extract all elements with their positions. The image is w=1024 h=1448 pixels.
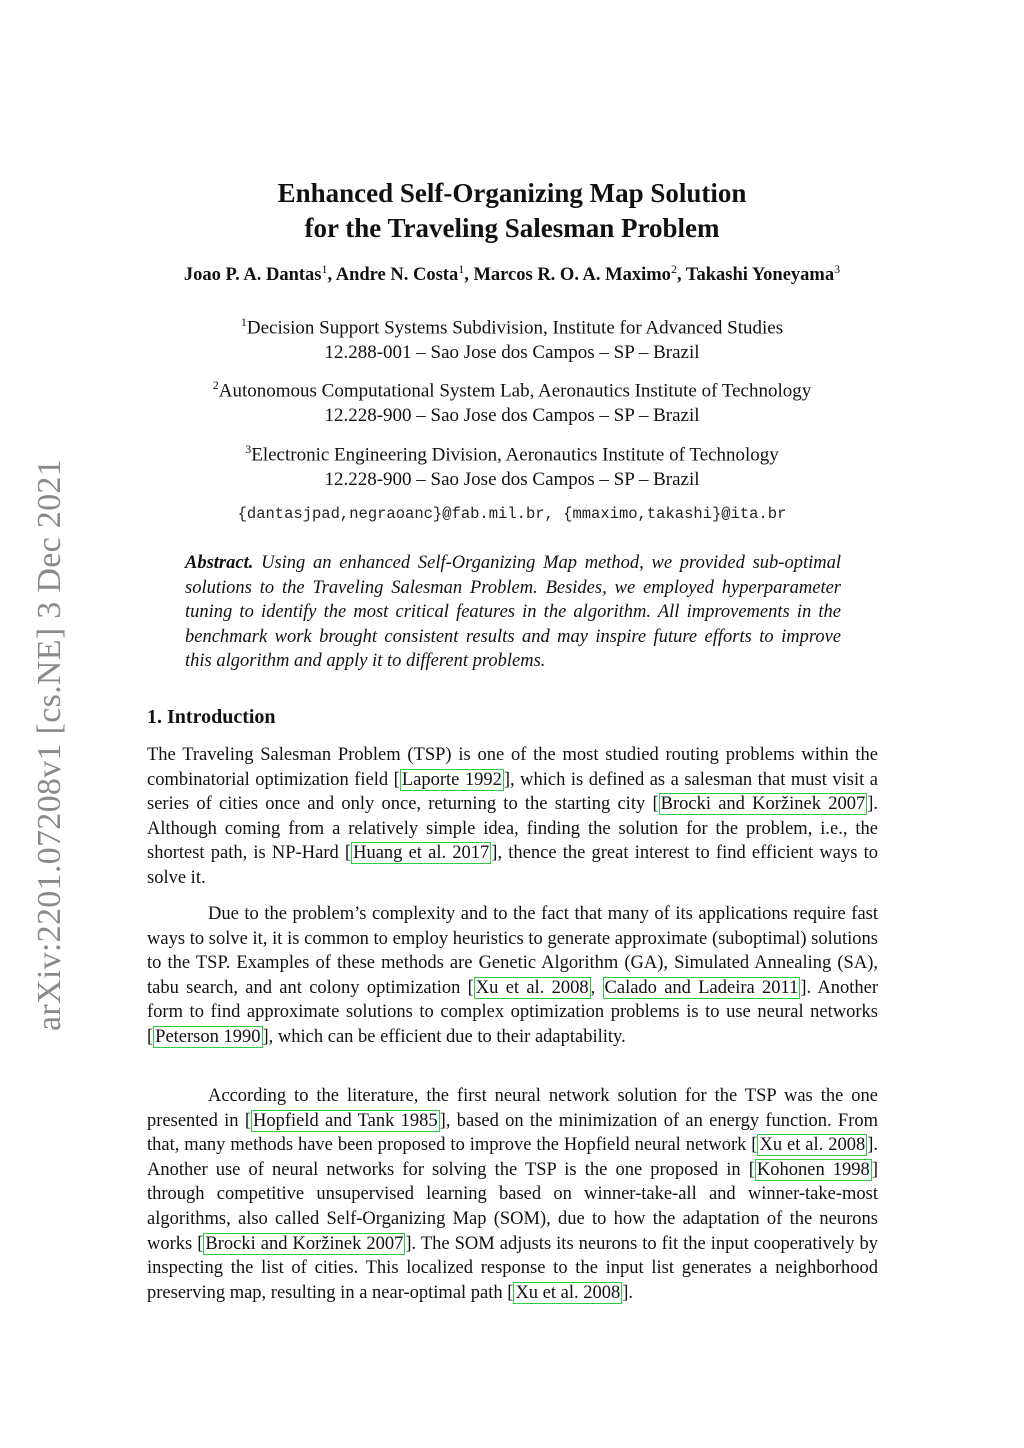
author: Marcos R. O. A. Maximo$^2$, <box>473 262 686 286</box>
intro-paragraph-1: The Traveling Salesman Problem (TSP) is one of the most studied routing problems within the combinatorial optimization field [ Laporte 1992 ], which is defined as a salesman that must visit a series of cities once and only once, returning to the starting city [ Brocki and Koržinek 2007 ]. Although coming from a relatively simple idea, finding the solution for the problem, i.e., the shortest path, is NP-Hard [ Huang et al. 2017 ], thence the great interest to find efficient ways to solve it. <box>147 745 878 888</box>
abstract <box>185 551 841 674</box>
citation-link[interactable]: Laporte 1992 <box>401 769 502 790</box>
section-title: 1. Introduction <box>147 706 276 728</box>
affiliation-2: $^2$Autonomous Computational System Lab, Aeronautics Institute of Technology 12.228-900 – Sao Jose dos Campos – SP – Brazil <box>212 378 812 427</box>
title-line-2: for the Traveling Salesman Problem <box>304 213 720 243</box>
citation-link[interactable]: Xu et al. 2008 <box>515 1282 621 1303</box>
citation-link[interactable]: Hopfield and Tank 1985 <box>252 1110 438 1131</box>
citation-link[interactable]: Huang et al. 2017 <box>353 843 490 864</box>
citation-link[interactable]: Xu et al. 2008 <box>759 1135 866 1156</box>
citation-link[interactable]: Brocki and Koržinek 2007 <box>660 794 866 815</box>
title-line-1: Enhanced Self-Organizing Map Solution <box>277 178 747 208</box>
abstract-text: Using an enhanced Self-Organizing Map method, we provided sub-optimal solutions to the Traveling Salesman Problem. Besides, we employed hyperparameter tuning to identify the most critical features in the algorithm. All improvements in the benchmark work brought consistent results and may inspire future efforts to improve this algorithm and apply it to different problems. <box>185 553 841 672</box>
citation-link[interactable]: Brocki and Koržinek 2007 <box>205 1233 404 1254</box>
intro-paragraph-3: According to the literature, the first neural network solution for the TSP was the one presented in [ Hopfield and Tank 1985 ], based on the minimization of an energy function. From that, many methods have been proposed to improve the Hopfield neural network [ Xu et al. 2008 ]. Another use of neural networks for solving the TSP is the one proposed in [ Kohonen 1998 ] through competitive unsupervised learning based on winner-take-all and winner-take-most algorithms, also called Self-Organizing Map (SOM), due to how the adaptation of the neurons works [ Brocki and Koržinek 2007 ]. The SOM adjusts its neurons to fit the input cooperatively by inspecting the list of cities. This localized response to the input list generates a neighborhood preserving map, resulting in a near-optimal path [ Xu et al. 2008 ]. <box>147 1086 879 1303</box>
author: Takashi Yoneyama$^3$ <box>685 262 841 286</box>
abstract-label: Abstract. <box>185 553 254 573</box>
citation-link[interactable]: Kohonen 1998 <box>756 1159 870 1180</box>
author-emails: {dantasjpad,negraoanc}@fab.mil.br, {mmaximo,takashi}@ita.br <box>237 505 787 523</box>
author: Andre N. Costa$^1$, <box>335 262 474 286</box>
citation-link[interactable]: Xu et al. 2008 <box>475 977 589 998</box>
arxiv-stamp-text: arXiv:2201.07208v1 [cs.NE] 3 Dec 2021 <box>31 459 68 1031</box>
affiliation-1: $^1$Decision Support Systems Subdivision, Institute for Advanced Studies 12.288-001 – Sao Jose dos Campos – SP – Brazil <box>240 315 784 364</box>
citation-link[interactable]: Peterson 1990 <box>155 1026 261 1047</box>
citation-link[interactable]: Calado and Ladeira 2011 <box>604 977 799 998</box>
intro-paragraph-2: Due to the problem’s complexity and to the fact that many of its applications require fast ways to solve it, it is common to employ heuristics to generate approximate (suboptimal) solutions to the TSP. Examples of these methods are Genetic Algorithm (GA), Simulated Annealing (SA), tabu search, and ant colony optimization [ Xu et al. 2008 , Calado and Ladeira 2011 ]. Another form to find approximate solutions to complex optimization problems is to use neural networks [ Peterson 1990 ], which can be efficient due to their adaptability. <box>147 904 879 1047</box>
paper-title <box>0 176 1024 246</box>
author-list <box>0 262 1024 286</box>
author: Joao P. A. Dantas$^1$, <box>183 262 336 286</box>
affiliation-3: $^3$Electronic Engineering Division, Aeronautics Institute of Technology 12.228-900 – Sao Jose dos Campos – SP – Brazil <box>245 442 779 491</box>
